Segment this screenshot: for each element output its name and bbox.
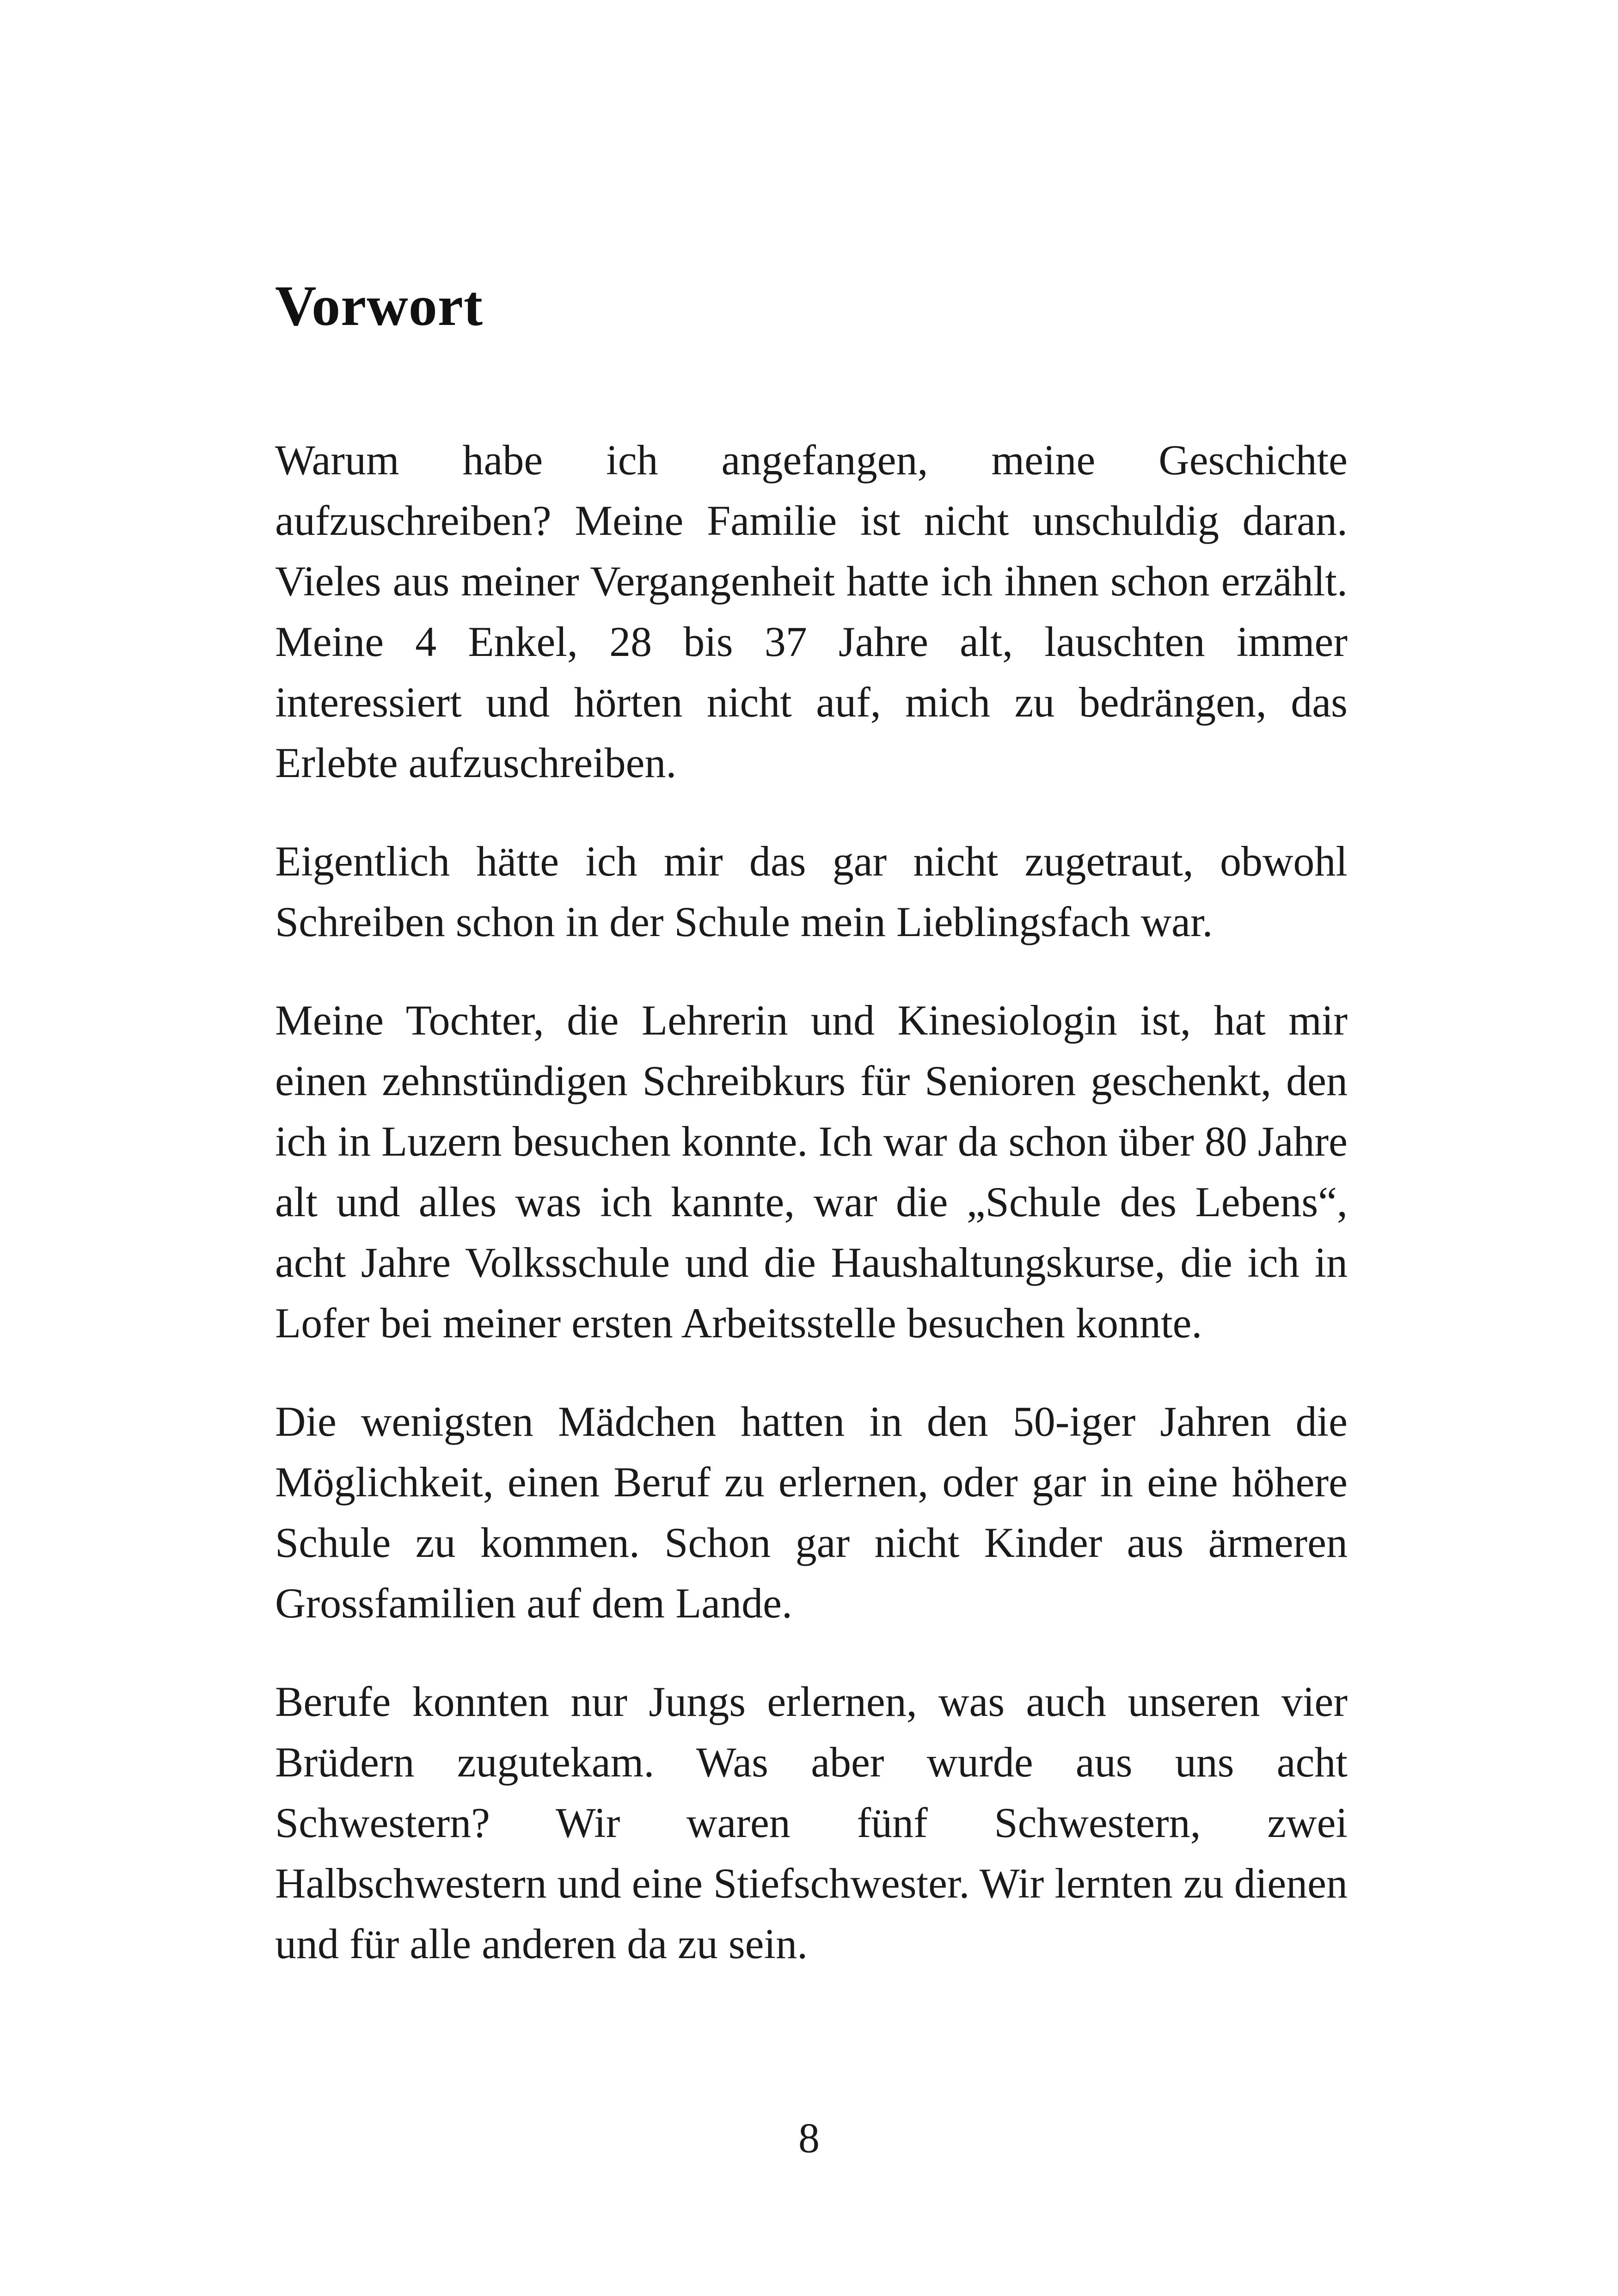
paragraph: Warum habe ich angefangen, meine Geschichte aufzuschreiben? Meine Familie ist nicht unschuldig daran. Vieles aus meiner Vergangenheit hatte ich ihnen schon erzählt. Meine 4 Enkel, 28 bis 37 Jahre alt, lauschten immer interessiert und hörten nicht auf, mich zu bedrängen, das Erlebte aufzuschreiben. [275,436,1348,786]
paragraph: Meine Tochter, die Lehrerin und Kinesiologin ist, hat mir einen zehnstündigen Schreibkurs für Senioren geschenkt, den ich in Luzern besuchen konnte. Ich war da schon über 80 Jahre alt und alles was ich kannte, war die „Schule des Lebens“, acht Jahre Volksschule und die Haushaltungskurse, die ich in Lofer bei meiner ersten Arbeitsstelle besuchen konnte. [275,997,1348,1347]
paragraph: Berufe konnten nur Jungs erlernen, was auch unseren vier Brüdern zugutekam. Was aber wurde aus uns acht Schwestern? Wir waren fünf Schwestern, zwei Halbschwestern und eine Stiefschwester. Wir lernten zu dienen und für alle anderen da zu sein. [275,1678,1348,1967]
chapter-title: Vorwort [275,274,484,337]
page-number: 8 [798,2114,820,2161]
body-text [275,430,1348,2012]
paragraph: Die wenigsten Mädchen hatten in den 50-iger Jahren die Möglichkeit, einen Beruf zu erlernen, oder gar in eine höhere Schule zu kommen. Schon gar nicht Kinder aus ärmeren Grossfamilien auf dem Lande. [275,1398,1348,1627]
paragraph: Eigentlich hätte ich mir das gar nicht zugetraut, obwohl Schreiben schon in der Schule mein Lieblingsfach war. [275,838,1348,945]
